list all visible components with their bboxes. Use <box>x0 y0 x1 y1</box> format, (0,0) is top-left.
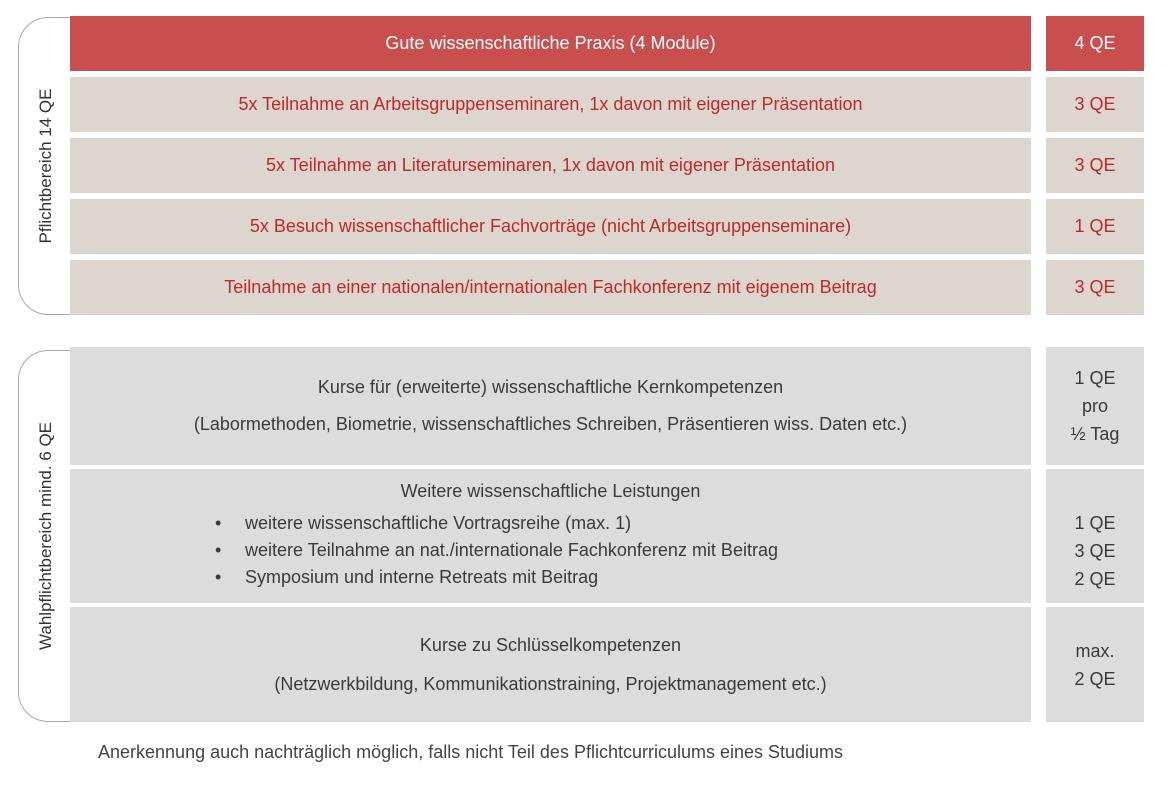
elective-row-1 <box>70 469 1031 603</box>
mandatory-row-4-qe: 3 QE <box>1046 260 1144 315</box>
elective-row-1-qe-line-0: 1 QE <box>1074 513 1116 533</box>
elective-row-0-subtitle: (Labormethoden, Biometrie, wissenschaftliches Schreiben, Präsentieren wiss. Daten etc.) <box>193 414 908 434</box>
elective-row-1-bullet-0: • weitere wissenschaftliche Vortragsreihe (max. 1) <box>215 510 778 537</box>
elective-row-1-title: Weitere wissenschaftliche Leistungen <box>400 481 701 501</box>
mandatory-row-0-qe: 4 QE <box>1046 16 1144 71</box>
mandatory-row-0-text: Gute wissenschaftliche Praxis (4 Module) <box>70 16 1031 71</box>
elective-row-2-qe <box>1046 607 1144 722</box>
elective-row-0-qe-line-1: pro <box>1081 396 1108 416</box>
elective-row-2-qe-line-0: max. <box>1075 640 1115 661</box>
mandatory-row-2-qe: 3 QE <box>1046 138 1144 193</box>
elective-row-0-qe <box>1046 347 1144 465</box>
mandatory-section-label: Pflichtbereich 14 QE <box>36 88 55 244</box>
elective-row-1-bullet-2: • Symposium und interne Retreats mit Beitrag <box>215 564 778 591</box>
elective-row-0-title: Kurse für (erweiterte) wissenschaftliche Kernkompetenzen <box>317 377 784 397</box>
mandatory-row-3-qe: 1 QE <box>1046 199 1144 254</box>
footer-note: Anerkennung auch nachträglich möglich, falls nicht Teil des Pflichtcurriculums eines Studiums <box>98 742 844 762</box>
elective-section-label: Wahlpflichtbereich mind. 6 QE <box>36 421 55 651</box>
mandatory-row-4-text: Teilnahme an einer nationalen/internationalen Fachkonferenz mit eigenem Beitrag <box>70 260 1031 315</box>
elective-row-2 <box>70 607 1031 722</box>
elective-row-2-subtitle: (Netzwerkbildung, Kommunikationstraining, Projektmanagement etc.) <box>274 673 827 694</box>
elective-row-2-title: Kurse zu Schlüsselkompetenzen <box>419 634 682 655</box>
mandatory-row-1-qe: 3 QE <box>1046 77 1144 132</box>
elective-row-1-bullet-list <box>215 510 778 591</box>
elective-row-2-qe-line-1: 2 QE <box>1074 668 1116 689</box>
elective-row-0-qe-line-0: 1 QE <box>1074 368 1116 388</box>
elective-row-1-bullet-1: • weitere Teilnahme an nat./internationale Fachkonferenz mit Beitrag <box>215 537 778 564</box>
elective-row-1-qe-line-2: 2 QE <box>1074 569 1116 589</box>
mandatory-row-1-text: 5x Teilnahme an Arbeitsgruppenseminaren, 1x davon mit eigener Präsentation <box>70 77 1031 132</box>
elective-row-0-qe-line-2: ½ Tag <box>1070 424 1120 444</box>
elective-row-1-qe <box>1046 469 1144 603</box>
elective-row-1-qe-line-1: 3 QE <box>1074 541 1116 561</box>
elective-row-0 <box>70 347 1031 465</box>
mandatory-row-2-text: 5x Teilnahme an Literaturseminaren, 1x davon mit eigener Präsentation <box>70 138 1031 193</box>
mandatory-row-3-text: 5x Besuch wissenschaftlicher Fachvorträge (nicht Arbeitsgruppenseminare) <box>70 199 1031 254</box>
